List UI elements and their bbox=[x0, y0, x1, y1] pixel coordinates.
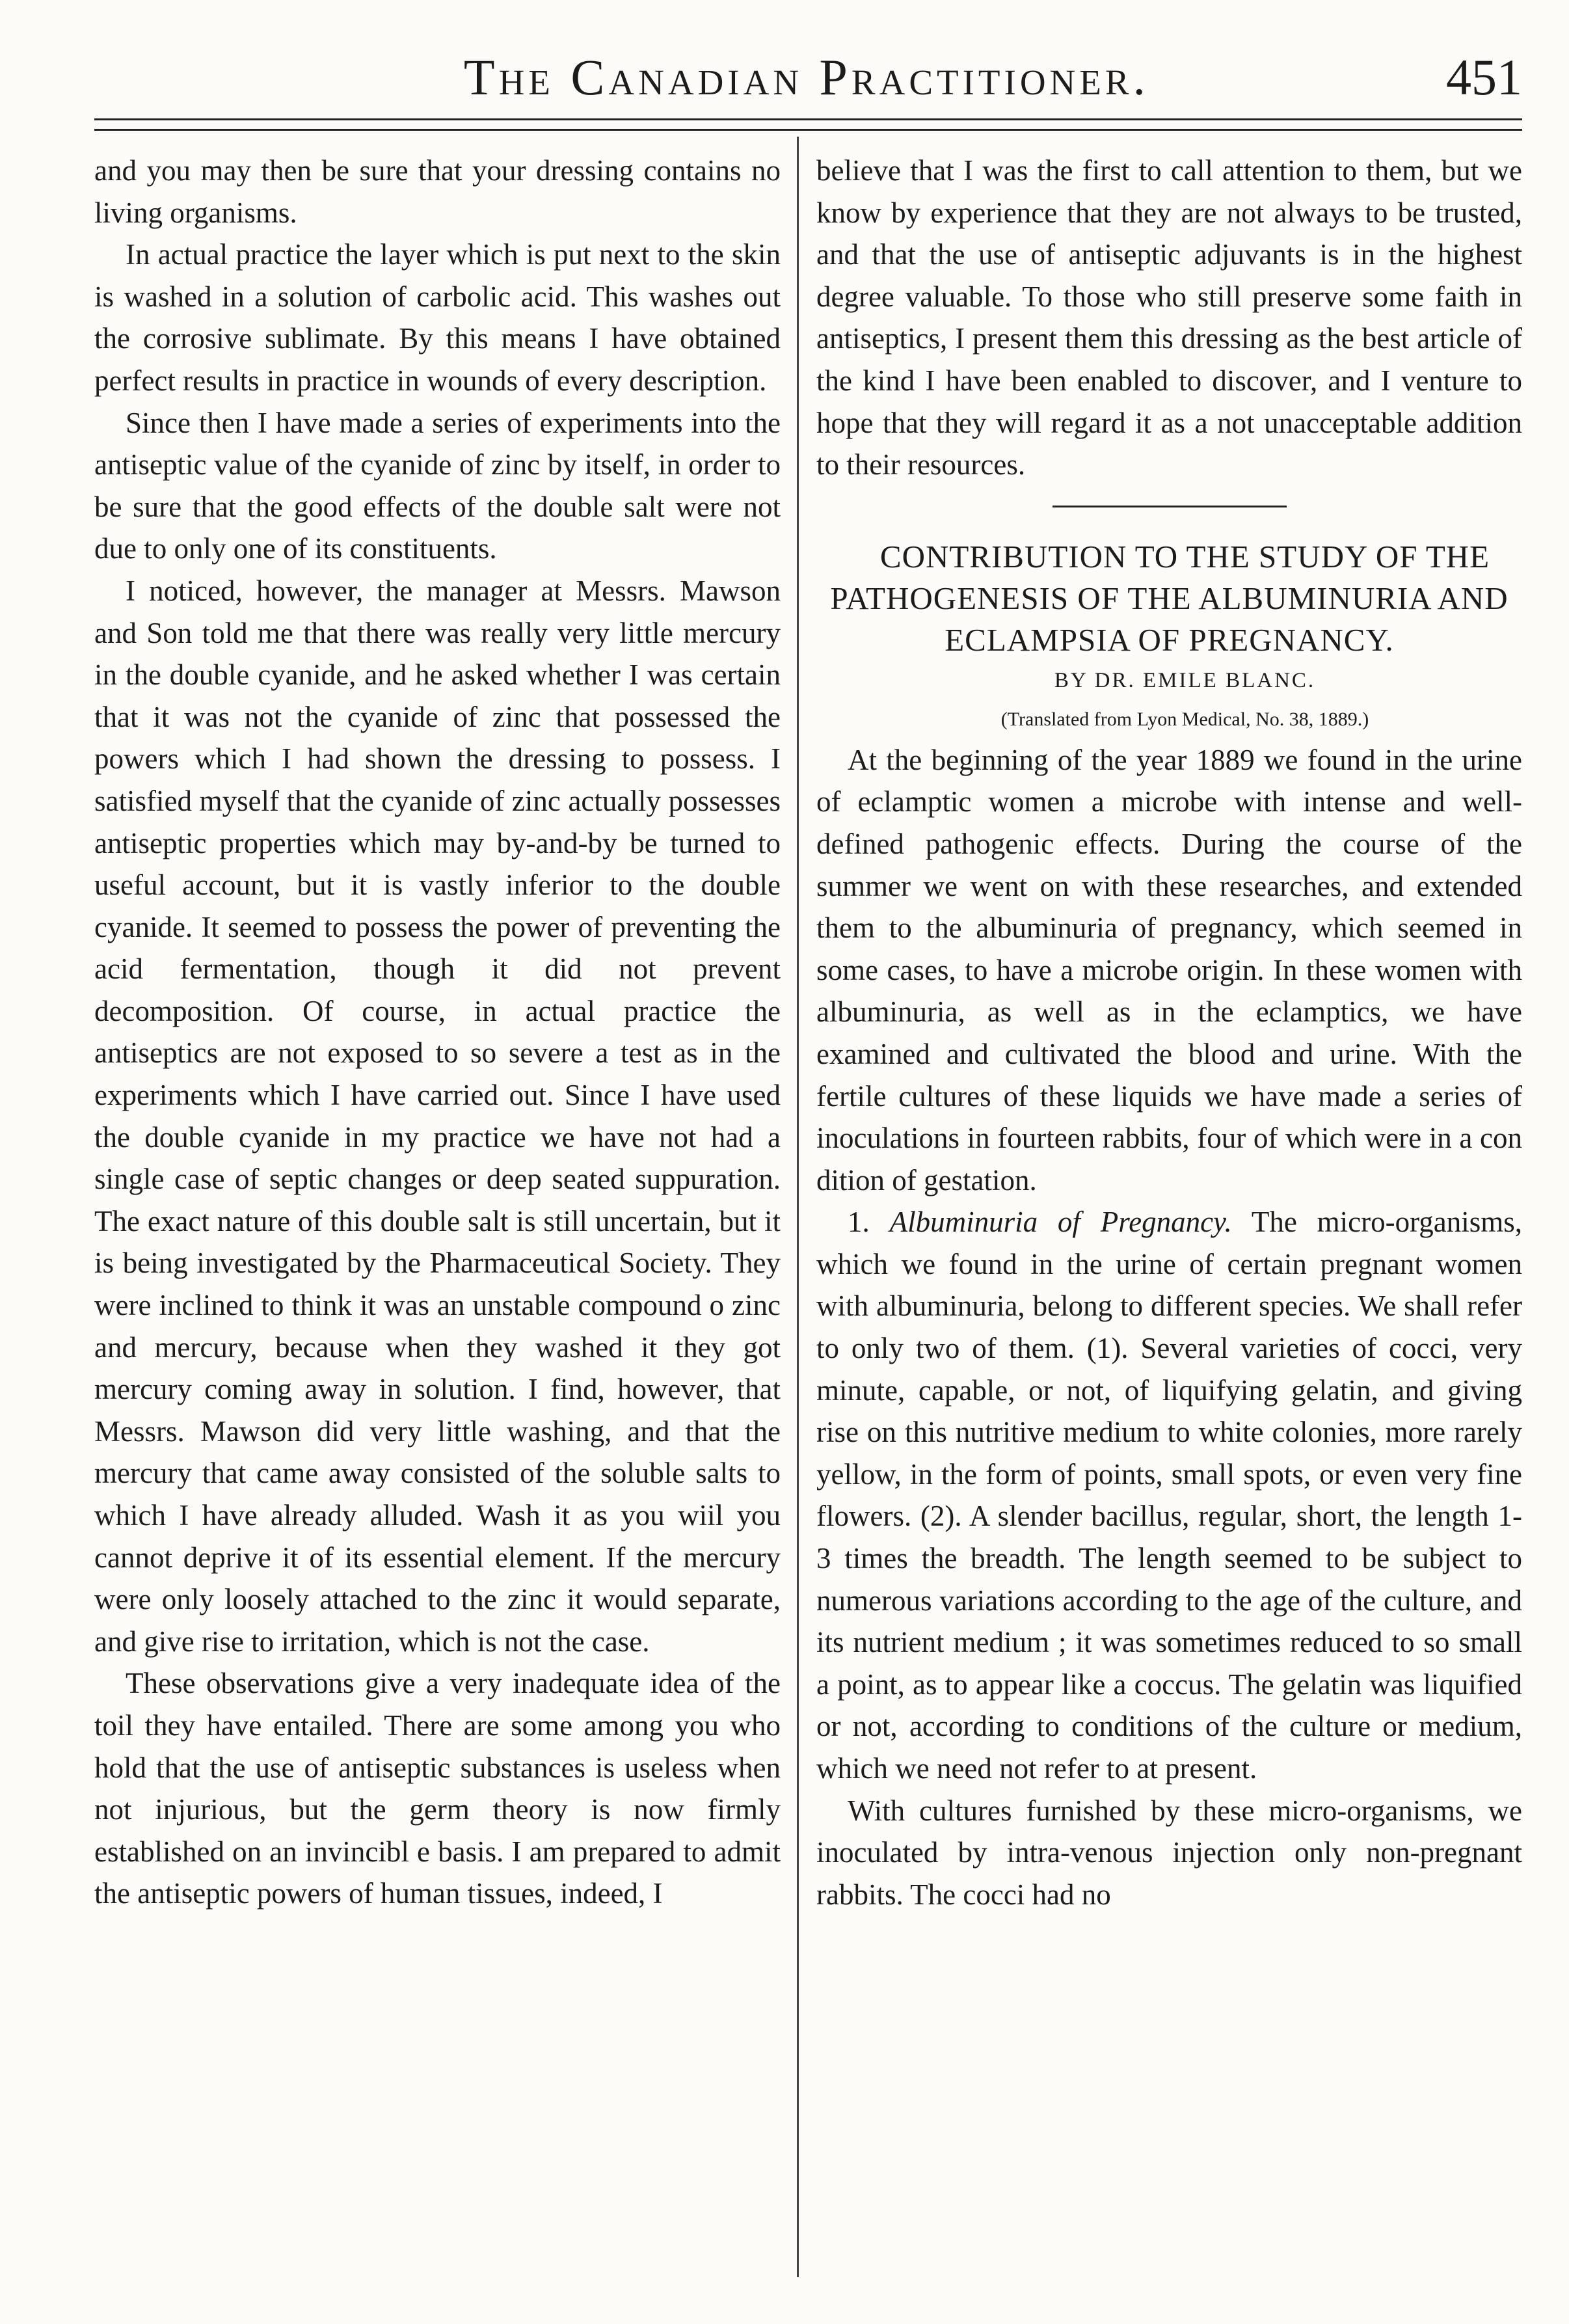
paragraph: I noticed, however, the manager at Messrs. Mawson and Son told me that there was really very little mercury in the double cyanide, and he asked whether I was certain that it was not the cyanide of zinc that possessed the powers which I had shown the dressing to possess. I satisfied myself that the cyanide of zinc actually possesses antiseptic properties which may by-and-by be turned to useful account, but it is vastly inferior to the double cyanide. It seemed to possess the power of preventing the acid fermentation, though it did not prevent decomposition. Of course, in actual practice the antiseptics are not exposed to so severe a test as in the experiments which I have carried out. Since I have used the double cyanide in my practice we have not had a single case of septic changes or deep seated suppuration. The exact nature of this double salt is still uncertain, but it is being investigated by the Pharmaceutical Society. They were inclined to think it was an unstable compound o zinc and mercury, because when they washed it they got mercury coming away in solution. I find, however, that Messrs. Mawson did very little washing, and that the mercury that came away consisted of the soluble salts to which I have already alluded. Wash it as you wiil you cannot deprive it of its essential element. If the mercury were only loosely attached to the zinc it would separate, and give rise to irritation, which is not the case. bbox=[94, 574, 781, 1658]
paragraph: At the beginning of the year 1889 we found in the urine of eclamptic women a microbe with intense and well-defined pathogenic effects. During the course of the summer we went on with these researches, and extended them to the albuminuria of pregnancy, which seemed in some cases, to have a microbe origin. In these women with albuminuria, as well as in the eclamptics, we have examined and cultivated the blood and urine. With the fertile cultures of these liquids we have made a series of inoculations in fourteen rabbits, four of which were in a con dition of gestation. bbox=[816, 743, 1522, 1196]
right-column bbox=[816, 150, 1522, 1915]
paragraph: believe that I was the first to call attention to them, but we know by experience that they are not always to be trusted, and that the use of antiseptic adjuvants is in the highest degree valuable. To those who still preserve some faith in antiseptics, I present them this dressing as the best article of the kind I have been enabled to discover, and I venture to hope that they will regard it as a not unacceptable addition to their resources. bbox=[816, 154, 1522, 481]
column-divider bbox=[797, 137, 799, 2277]
paragraph: With cultures furnished by these micro-organisms, we inoculated by intra-venous injection only non-pregnant rabbits. The cocci had no bbox=[816, 1794, 1522, 1911]
left-column bbox=[94, 150, 781, 1915]
section-paragraph bbox=[816, 1201, 1522, 1789]
paragraph: These observations give a very inadequate idea of the toil they have entailed. There are some among you who hold that the use of antiseptic substances is useless when not injurious, but the germ theory is now firmly established on an invincibl e basis. I am prepared to admit the antiseptic powers of human tissues, indeed, I bbox=[94, 1667, 781, 1910]
section-text: The micro-organisms, which we found in the urine of certain pregnant women with albuminuria, belong to different species. We shall refer to only two of them. (1). Several varieties of cocci, very minute, capable, or not, of liquifying gelatin, and giving rise on this nutritive medium to white colonies, more rarely yellow, in the form of points, small spots, or even very fine flowers. (2). A slender bacillus, regular, short, the length 1-3 times the breadth. The length seemed to be subject to numerous variations according to the age of the culture, and its nutrient medium ; it was sometimes reduced to so small a point, as to appear like a coccus. The gelatin was liquified or not, according to conditions of the culture or medium, which we need not refer to at present. bbox=[816, 1206, 1523, 1785]
running-head bbox=[91, 42, 1522, 113]
paragraph: Since then I have made a series of experiments into the antiseptic value of the cyanide of zinc by itself, in order to be sure that the good effects of the double salt were not due to only one of its constituents. bbox=[94, 406, 781, 565]
article-title: CONTRIBUTION TO THE STUDY OF THE PATHOGENESIS OF THE ALBUMINURIA AND ECLAMPSIA OF PREGNANCY. bbox=[830, 538, 1509, 658]
header-rule bbox=[94, 118, 1522, 120]
journal-title: The Canadian Practitioner. bbox=[463, 49, 1150, 105]
page-number: 451 bbox=[1446, 49, 1522, 105]
header-rule-double bbox=[94, 129, 1522, 131]
paragraph: and you may then be sure that your dressing contains no living organisms. bbox=[94, 154, 781, 229]
section-number: 1. bbox=[848, 1206, 870, 1239]
section-heading: Albuminuria of Pregnancy. bbox=[889, 1206, 1232, 1239]
paragraph: In actual practice the layer which is put next to the skin is washed in a solution of carbolic acid. This washes out the corrosive sublimate. By this means I have obtained perfect results in practice in wounds of every description. bbox=[94, 238, 781, 397]
article-separator bbox=[1053, 506, 1287, 507]
source-note: (Translated from Lyon Medical, No. 38, 1889.) bbox=[1000, 708, 1369, 730]
byline: BY DR. EMILE BLANC. bbox=[1054, 668, 1316, 692]
